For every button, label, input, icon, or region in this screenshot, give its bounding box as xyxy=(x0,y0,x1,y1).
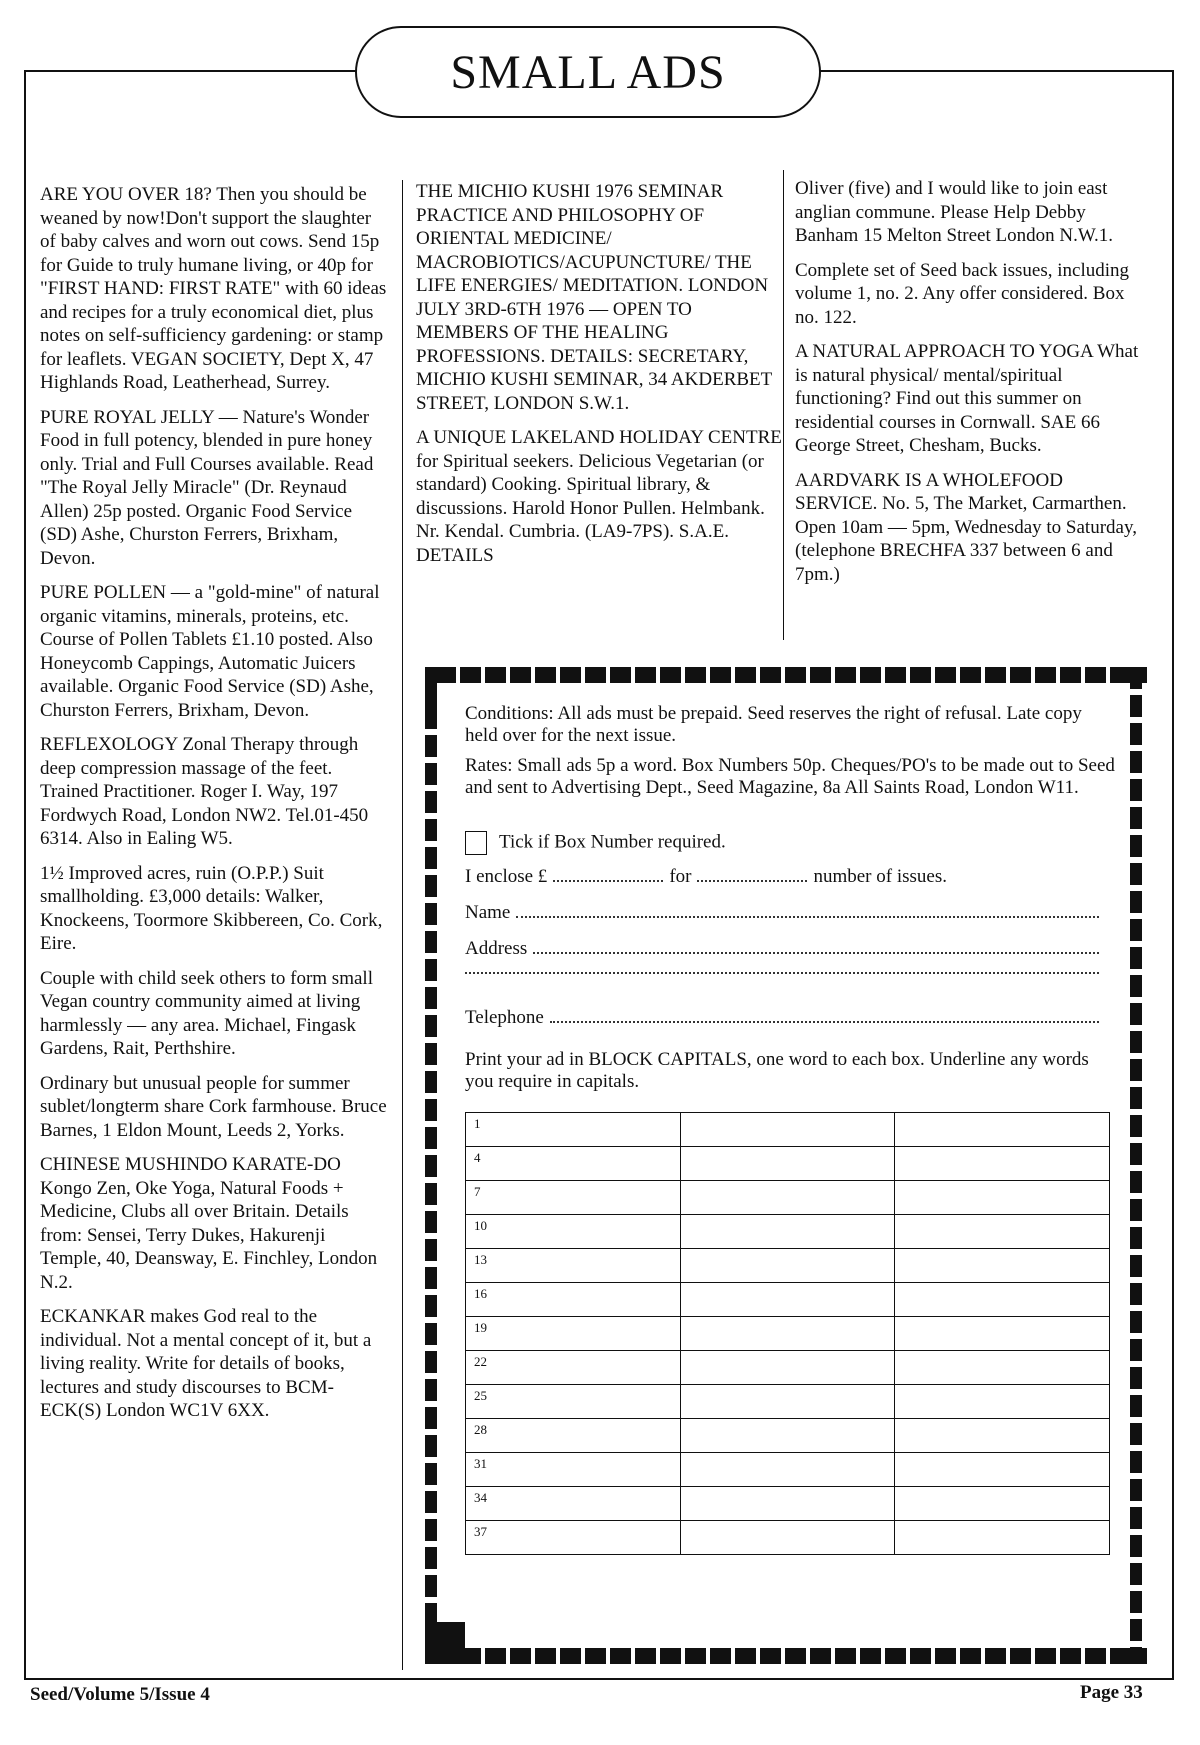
telephone-row xyxy=(465,1007,1105,1029)
enclose-amount-field[interactable] xyxy=(553,880,663,882)
ad-vegan-society: ARE YOU OVER 18? Then you should be weaned by now!Don't support the slaughter of baby calves and worn out cows. Send 15p for Guide to truly humane living, or 40p for "FIRST HAND: FIRST RATE" with 60 ideas and recipes for a truly economical diet, plus notes on self-sufficiency gardening: or stamp for leaflets. VEGAN SOCIETY, Dept X, 47 Highlands Road, Leatherhead, Surrey. xyxy=(40,184,387,393)
word-box[interactable] xyxy=(895,1283,1110,1317)
word-box[interactable]: 37 xyxy=(466,1521,681,1555)
box-number-label: Tick if Box Number required. xyxy=(499,831,726,853)
ad-reflexology: REFLEXOLOGY Zonal Therapy through deep compression massage of the feet. Trained Practitioner. Roger I. Way, 197 Fordwych Road, London NW2. Tel.01-450 6314. Also in Ealing W5. xyxy=(40,734,369,849)
ad-lakeland-holiday: A UNIQUE LAKELAND HOLIDAY CENTRE for Spiritual seekers. Delicious Vegetarian (or standard) Cooking. Spiritual library, & discussions. Harold Honor Pullen. Helmbank. Nr. Kendal. Cumbria. (LA9-7PS). S.A.E. DETAILS xyxy=(416,427,782,566)
ad-commune: Oliver (five) and I would like to join east anglian commune. Please Help Debby Banham 15 Melton Street London N.W.1. xyxy=(795,178,1114,246)
word-box[interactable] xyxy=(680,1147,895,1181)
grid-row xyxy=(466,1453,1110,1487)
form-border-bottom xyxy=(435,1648,1147,1664)
address-row-2 xyxy=(465,972,1105,978)
grid-row xyxy=(466,1351,1110,1385)
form-corner-bottom-left xyxy=(425,1622,465,1664)
enclose-row xyxy=(465,866,1105,888)
ad-pure-pollen: PURE POLLEN — a "gold-mine" of natural organic vitamins, minerals, proteins, etc. Course of Pollen Tablets £1.10 posted. Also Honeycomb Cappings, Automatic Juicers available. Organic Food Service (SD) Ashe, Churston Ferrers, Brixham, Devon. xyxy=(40,582,380,721)
word-box[interactable] xyxy=(895,1317,1110,1351)
form-corner-top-left xyxy=(425,667,437,707)
grid-row xyxy=(466,1419,1110,1453)
box-number-checkbox[interactable] xyxy=(465,831,487,855)
name-field[interactable] xyxy=(516,916,1099,918)
enclose-suffix: number of issues. xyxy=(813,866,947,887)
word-box[interactable] xyxy=(895,1419,1110,1453)
grid-row xyxy=(466,1113,1110,1147)
page-number: Page 33 xyxy=(1080,1682,1143,1703)
form-border-right xyxy=(1130,667,1142,1664)
word-box[interactable] xyxy=(680,1249,895,1283)
grid-row xyxy=(466,1215,1110,1249)
ad-aardvark: AARDVARK IS A WHOLEFOOD SERVICE. No. 5, The Market, Carmarthen. Open 10am — 5pm, Wednesday to Saturday, (telephone BRECHFA 337 between 6 and 7pm.) xyxy=(795,469,1137,585)
word-box[interactable] xyxy=(680,1521,895,1555)
word-box[interactable] xyxy=(895,1487,1110,1521)
ad-yoga: A NATURAL APPROACH TO YOGA What is natural physical/ mental/spiritual functioning? Find out this summer on residential courses in Cornwall. SAE 66 George Street, Chesham, Bucks. xyxy=(795,341,1139,456)
ad-eckankar: ECKANKAR makes God real to the individual. Not a mental concept of it, but a living reality. Write for details of books, lectures and study discourses to BCM-ECK(S) London WC1V 6XX. xyxy=(40,1306,372,1421)
word-box[interactable] xyxy=(680,1487,895,1521)
word-box[interactable]: 19 xyxy=(466,1317,681,1351)
ad-royal-jelly: PURE ROYAL JELLY — Nature's Wonder Food in full potency, blended in pure honey only. Trial and Full Courses available. Read "The Royal Jelly Miracle" (Dr. Reynaud Allen) 25p posted. Organic Food Service (SD) Ashe, Churston Ferrers, Brixham, Devon. xyxy=(40,406,374,569)
publication-info: Seed/Volume 5/Issue 4 xyxy=(30,1684,210,1705)
word-box[interactable] xyxy=(680,1181,895,1215)
ad-smallholding: 1½ Improved acres, ruin (O.P.P.) Suit smallholding. £3,000 details: Walker, Knockeens, Toormore Skibbereen, Co. Cork, Eire. xyxy=(40,862,383,954)
word-box[interactable] xyxy=(895,1453,1110,1487)
word-box[interactable]: 10 xyxy=(466,1215,681,1249)
word-box[interactable]: 16 xyxy=(466,1283,681,1317)
ad-karate: CHINESE MUSHINDO KARATE-DO Kongo Zen, Oke Yoga, Natural Foods + Medicine, Clubs all over Britain. Details from: Sensei, Terry Dukes, Hakurenji Temple, 40, Deansway, E. Finchley, London N.2. xyxy=(40,1154,378,1293)
word-box[interactable] xyxy=(895,1181,1110,1215)
word-box[interactable] xyxy=(895,1147,1110,1181)
print-instructions: Print your ad in BLOCK CAPITALS, one word to each box. Underline any words you require in capitals. xyxy=(465,1049,1089,1092)
word-box[interactable]: 28 xyxy=(466,1419,681,1453)
ad-vegan-community: Couple with child seek others to form small Vegan country community aimed at living harmlessly — any area. Michael, Fingask Gardens, Rait, Perthshire. xyxy=(40,967,373,1059)
word-box[interactable] xyxy=(895,1521,1110,1555)
word-box[interactable] xyxy=(680,1215,895,1249)
word-box[interactable] xyxy=(680,1283,895,1317)
word-box[interactable] xyxy=(680,1419,895,1453)
word-box[interactable] xyxy=(680,1113,895,1147)
address-field-2[interactable] xyxy=(465,972,1099,974)
word-box[interactable] xyxy=(680,1351,895,1385)
grid-row xyxy=(466,1181,1110,1215)
word-box[interactable] xyxy=(895,1113,1110,1147)
grid-row xyxy=(466,1487,1110,1521)
order-form xyxy=(425,667,1147,1664)
grid-row xyxy=(466,1385,1110,1419)
word-box[interactable]: 7 xyxy=(466,1181,681,1215)
word-box[interactable] xyxy=(895,1385,1110,1419)
telephone-field[interactable] xyxy=(550,1021,1099,1023)
address-field[interactable] xyxy=(533,952,1099,954)
word-box[interactable]: 31 xyxy=(466,1453,681,1487)
word-box[interactable] xyxy=(895,1215,1110,1249)
ad-kushi-seminar: THE MICHIO KUSHI 1976 SEMINAR PRACTICE AND PHILOSOPHY OF ORIENTAL MEDICINE/ MACROBIOTICS/ACUPUNCTURE/ THE LIFE ENERGIES/ MEDITATION. LONDON JULY 3RD-6TH 1976 — OPEN TO MEMBERS OF THE HEALING PROFESSIONS. DETAILS: SECRETARY, MICHIO KUSHI SEMINAR, 34 AKDERBET STREET, LONDON S.W.1. xyxy=(416,181,772,414)
ad-word-grid xyxy=(465,1112,1110,1555)
section-title-badge xyxy=(355,26,821,118)
grid-row xyxy=(466,1521,1110,1555)
form-conditions: Conditions: All ads must be prepaid. Seed reserves the right of refusal. Late copy held over for the next issue. xyxy=(465,703,1082,746)
word-box[interactable]: 34 xyxy=(466,1487,681,1521)
word-box[interactable] xyxy=(680,1453,895,1487)
grid-row xyxy=(466,1317,1110,1351)
address-row xyxy=(465,938,1105,960)
form-rates: Rates: Small ads 5p a word. Box Numbers 50p. Cheques/PO's to be made out to Seed and sent to Advertising Dept., Seed Magazine, 8a All Saints Road, London W11. xyxy=(465,755,1115,798)
word-box[interactable] xyxy=(895,1351,1110,1385)
address-label: Address xyxy=(465,938,528,959)
ad-cork-farmhouse: Ordinary but unusual people for summer sublet/longterm share Cork farmhouse. Bruce Barnes, 1 Eldon Mount, Leeds 2, Yorks. xyxy=(40,1072,387,1141)
word-box[interactable]: 25 xyxy=(466,1385,681,1419)
word-box[interactable]: 13 xyxy=(466,1249,681,1283)
word-box[interactable] xyxy=(680,1385,895,1419)
word-box[interactable]: 22 xyxy=(466,1351,681,1385)
column-divider-1 xyxy=(402,180,403,1670)
enclose-issues-field[interactable] xyxy=(697,880,807,882)
grid-row xyxy=(466,1147,1110,1181)
enclose-for: for xyxy=(669,866,692,887)
word-box[interactable]: 1 xyxy=(466,1113,681,1147)
grid-row xyxy=(466,1249,1110,1283)
word-box[interactable]: 4 xyxy=(466,1147,681,1181)
ads-column-3 xyxy=(795,177,1145,597)
word-box[interactable] xyxy=(895,1249,1110,1283)
telephone-label: Telephone xyxy=(465,1007,544,1028)
enclose-prefix: I enclose £ xyxy=(465,866,548,887)
ads-column-2 xyxy=(416,180,788,578)
ads-column-1 xyxy=(40,183,390,1434)
ad-seed-back-issues: Complete set of Seed back issues, including volume 1, no. 2. Any offer considered. Box no. 122. xyxy=(795,259,1130,328)
name-label: Name xyxy=(465,902,511,923)
section-title: SMALL ADS xyxy=(450,45,726,99)
box-number-row xyxy=(465,831,1115,855)
name-row xyxy=(465,902,1105,924)
form-border-top xyxy=(435,667,1147,683)
form-border-left xyxy=(425,707,437,1637)
word-box[interactable] xyxy=(680,1317,895,1351)
grid-row xyxy=(466,1283,1110,1317)
